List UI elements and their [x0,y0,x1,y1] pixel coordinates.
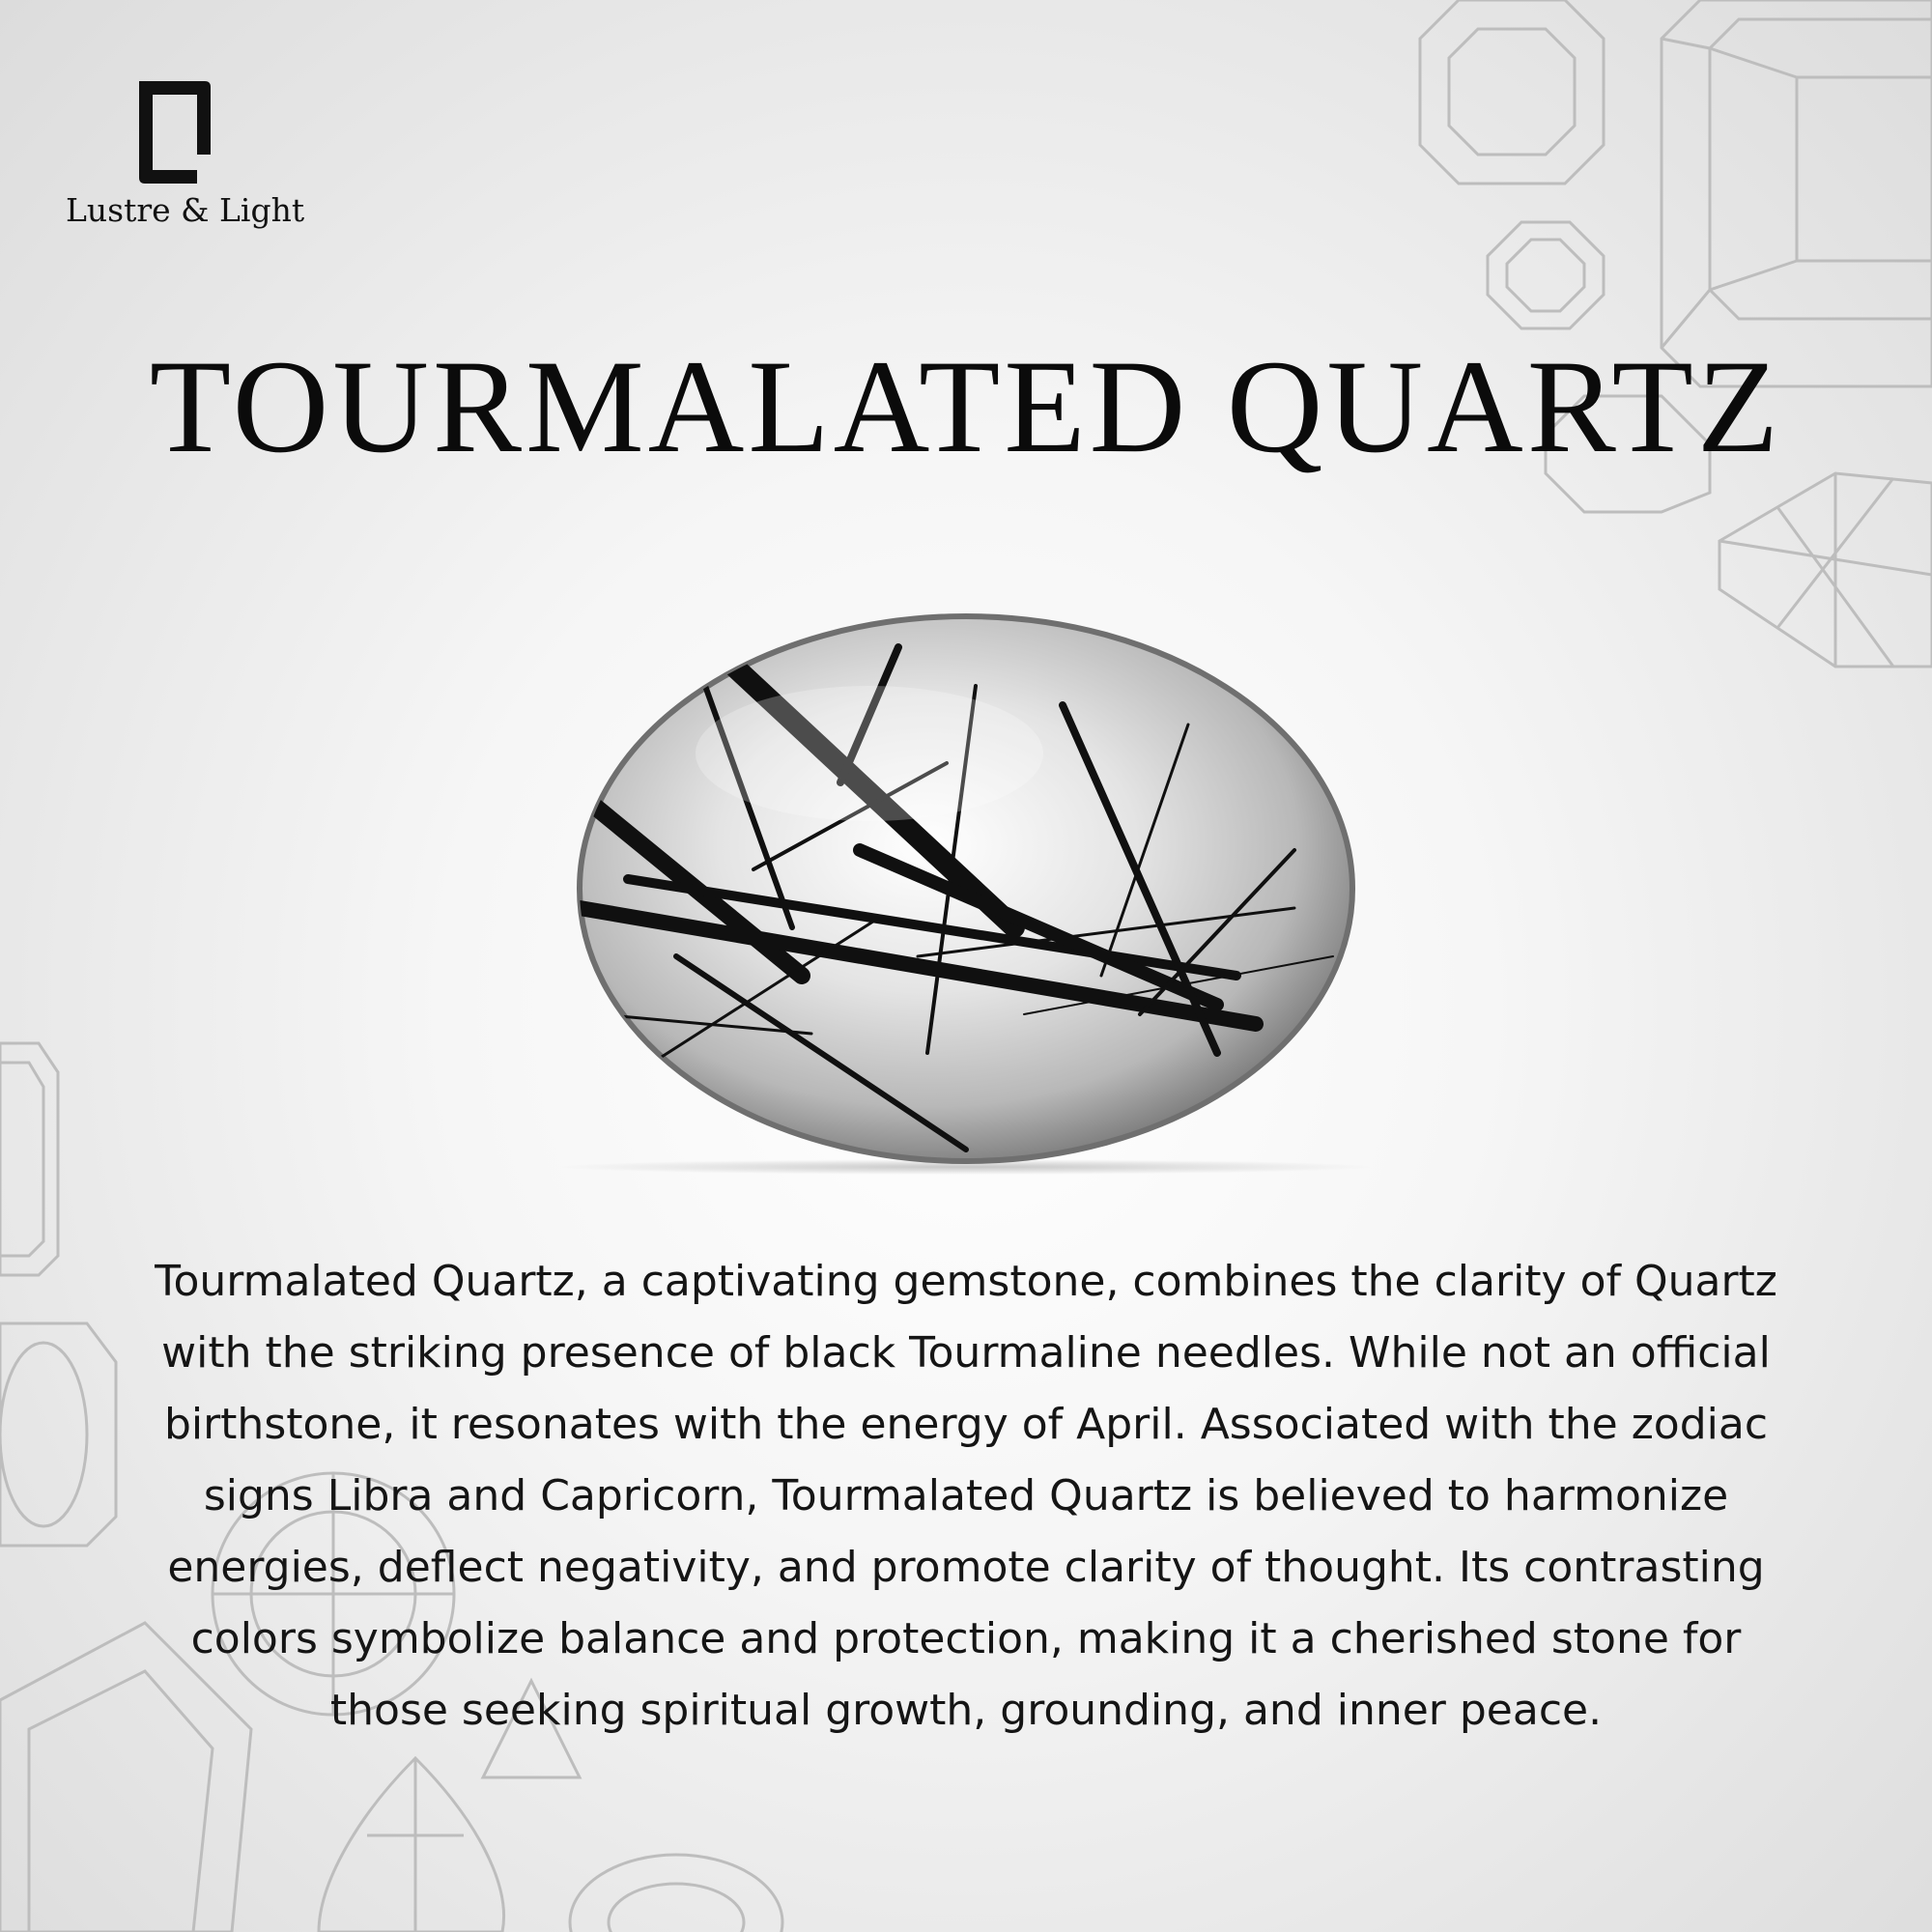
bottom-pear-gem-outline-icon [319,1758,504,1932]
bottom-round-gem-outline-icon [570,1855,782,1932]
brand-name: Lustre & Light [66,191,305,229]
round-gem-outline-icon [1488,222,1604,328]
marquise-gem-outline-icon [1719,473,1932,667]
bracket-l-logo-icon [139,81,211,184]
gem-description: Tourmalated Quartz, a captivating gemstone, combines the clarity of Quartz with the striking presence of black Tourmaline needles. While not an official birthstone, it resonates with the energy of April. Associated with the zodiac signs Libra and Capricorn, Tourmalated Quartz is believed to harmonize energies, deflect negativity, and promote clarity of thought. Its contrasting colors symbolize balance and protection, making it a cherished stone for those seeking spiritual growth, grounding, and inner peace. [155,1257,1777,1735]
left-cushion-gem-outline-icon [0,1323,116,1546]
emerald-cut-gem-outline-icon [1662,0,1932,386]
octagon-gem-outline-icon [1420,0,1604,184]
brand-logo [66,81,305,245]
page-title: TOURMALATED QUARTZ [149,332,1783,480]
left-emerald-gem-outline-icon [0,1043,58,1275]
tourmalated-quartz-gem-image [560,609,1372,1188]
